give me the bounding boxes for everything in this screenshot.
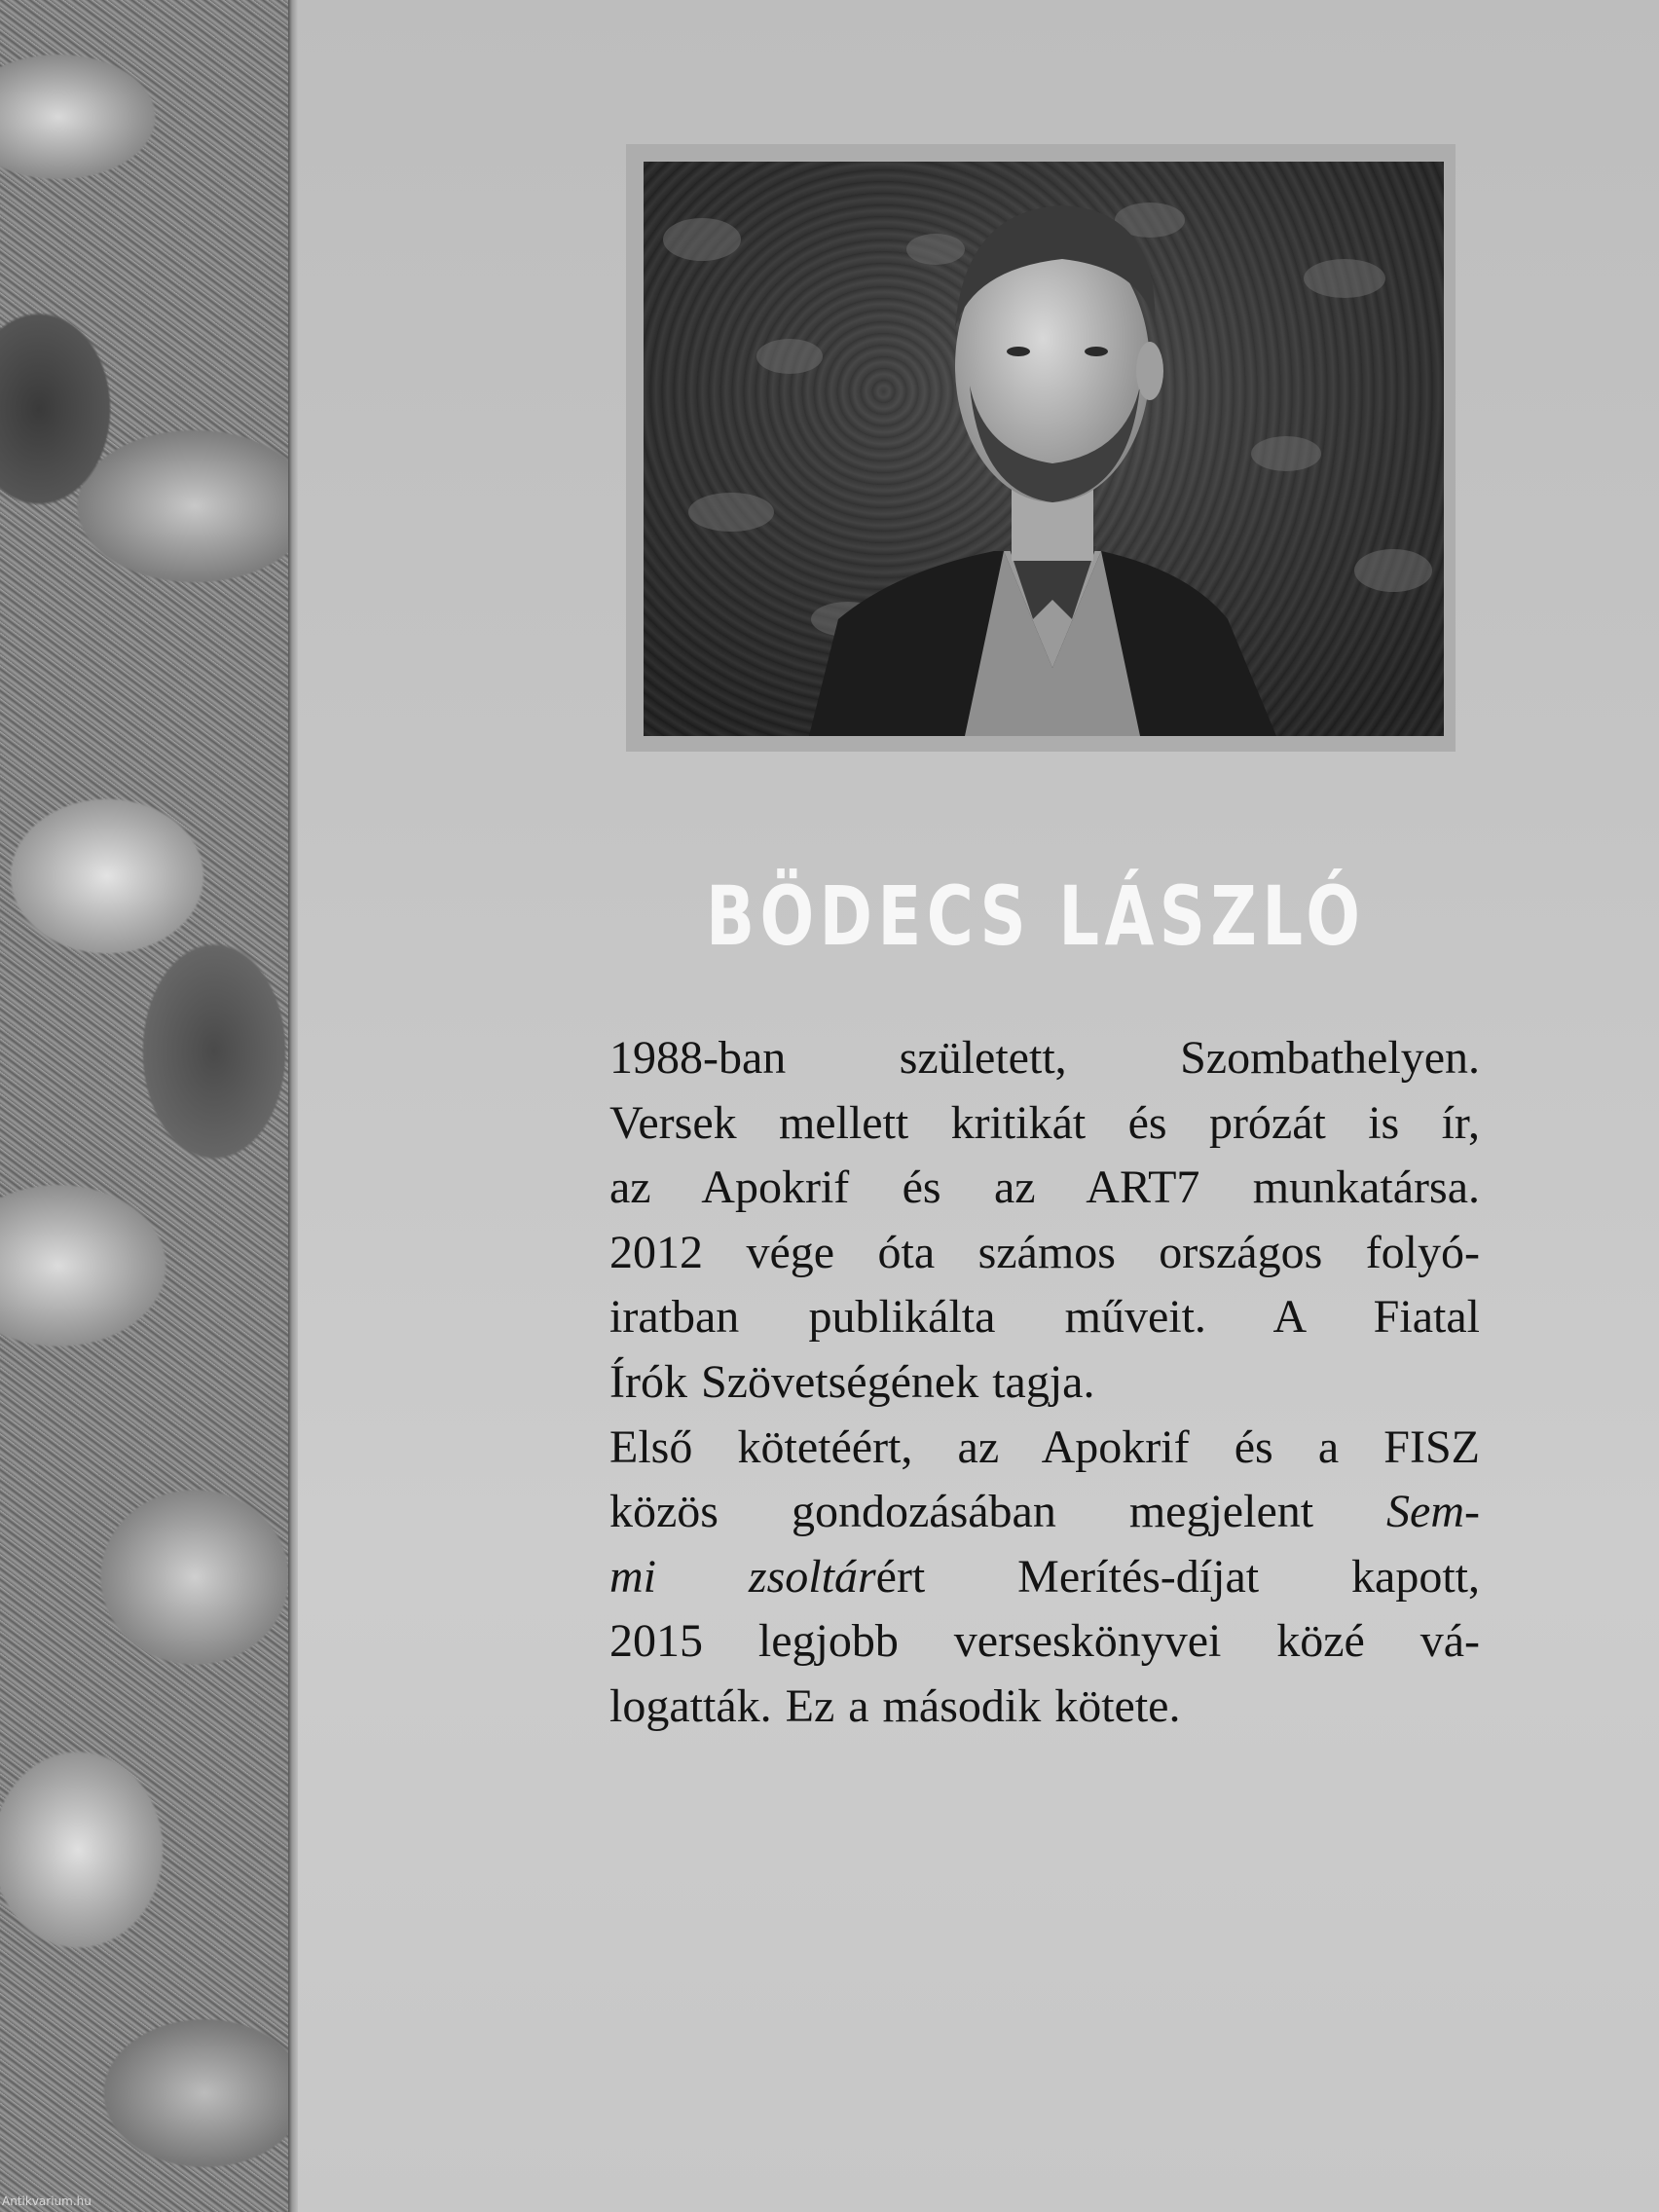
- bio-line: Első kötetéért, az Apokrif és a FISZ: [609, 1420, 1480, 1473]
- bio-line: logatták. Ez a második kötete.: [609, 1679, 1181, 1732]
- bio-line: iratban publikálta műveit. A Fiatal: [609, 1291, 1480, 1344]
- bio-line-with-italic: [609, 1480, 1480, 1545]
- author-name: BÖDECS LÁSZLÓ: [706, 868, 1366, 964]
- bio-line: Írók Szövetségének tagja.: [609, 1355, 1095, 1408]
- bio-line: 2012 vége óta számos országos folyó-: [609, 1226, 1480, 1278]
- bio-line-with-italic: [609, 1545, 1480, 1610]
- bio-line: 1988-ban született, Szombathelyen.: [609, 1032, 1480, 1084]
- bio-line-text: közös gondozásában megjelent: [609, 1486, 1314, 1538]
- bio-line: az Apokrif és az ART7 munkatársa.: [609, 1161, 1480, 1214]
- bio-line-text: ért Merítés-díjat kapott,: [875, 1550, 1480, 1603]
- book-title-fragment: Sem-: [1386, 1486, 1480, 1538]
- bio-line: 2015 legjobb verseskönyvei közé vá-: [609, 1615, 1480, 1668]
- bio-line: Versek mellett kritikát és prózát is ír,: [609, 1096, 1480, 1149]
- author-portrait: [644, 162, 1444, 736]
- portrait-illustration: [644, 162, 1444, 736]
- stone-texture-strip: [0, 0, 292, 2212]
- watermark: Antikvarium.hu: [2, 2194, 92, 2208]
- book-title-fragment: mi zsoltár: [609, 1550, 876, 1603]
- author-biography: [609, 1026, 1480, 1740]
- strip-edge-shadow: [288, 0, 298, 2212]
